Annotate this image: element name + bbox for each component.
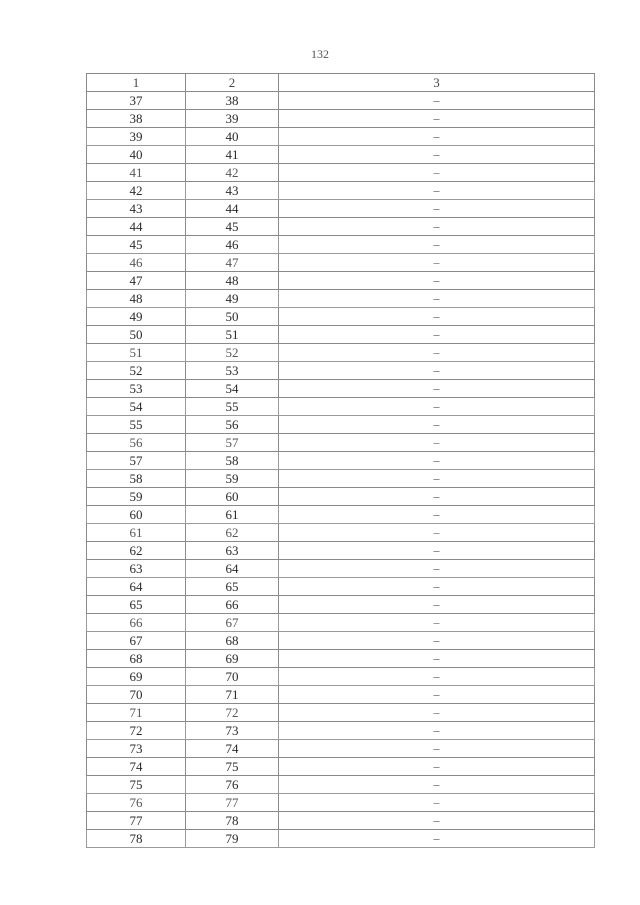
cell-col-1: 39	[87, 128, 186, 146]
cell-col-3: –	[279, 398, 595, 416]
table-row	[87, 308, 595, 326]
cell-col-2: 51	[186, 326, 279, 344]
cell-col-2: 48	[186, 272, 279, 290]
cell-col-3: –	[279, 470, 595, 488]
cell-col-3: –	[279, 344, 595, 362]
cell-col-3: –	[279, 290, 595, 308]
cell-col-3: –	[279, 308, 595, 326]
cell-col-3: –	[279, 560, 595, 578]
column-header-2: 2	[186, 74, 279, 92]
cell-col-2: 69	[186, 650, 279, 668]
table-row	[87, 650, 595, 668]
table-row	[87, 398, 595, 416]
table-row	[87, 236, 595, 254]
table-row	[87, 182, 595, 200]
table-row	[87, 758, 595, 776]
table-row	[87, 470, 595, 488]
cell-col-1: 64	[87, 578, 186, 596]
cell-col-1: 58	[87, 470, 186, 488]
cell-col-2: 76	[186, 776, 279, 794]
table-row	[87, 218, 595, 236]
cell-col-3: –	[279, 434, 595, 452]
table-row	[87, 704, 595, 722]
table-row	[87, 560, 595, 578]
cell-col-2: 52	[186, 344, 279, 362]
cell-col-1: 72	[87, 722, 186, 740]
table-body	[87, 92, 595, 848]
cell-col-1: 54	[87, 398, 186, 416]
table-row	[87, 434, 595, 452]
cell-col-1: 47	[87, 272, 186, 290]
cell-col-3: –	[279, 668, 595, 686]
cell-col-1: 68	[87, 650, 186, 668]
cell-col-3: –	[279, 218, 595, 236]
table-row	[87, 272, 595, 290]
table-row	[87, 830, 595, 848]
table-row	[87, 146, 595, 164]
cell-col-3: –	[279, 830, 595, 848]
cell-col-1: 76	[87, 794, 186, 812]
cell-col-3: –	[279, 146, 595, 164]
cell-col-2: 73	[186, 722, 279, 740]
cell-col-2: 46	[186, 236, 279, 254]
cell-col-1: 51	[87, 344, 186, 362]
cell-col-2: 56	[186, 416, 279, 434]
column-header-3: 3	[279, 74, 595, 92]
cell-col-3: –	[279, 794, 595, 812]
table-row	[87, 542, 595, 560]
cell-col-2: 70	[186, 668, 279, 686]
cell-col-2: 55	[186, 398, 279, 416]
table-row	[87, 128, 595, 146]
cell-col-3: –	[279, 614, 595, 632]
table-row	[87, 632, 595, 650]
cell-col-3: –	[279, 722, 595, 740]
cell-col-3: –	[279, 362, 595, 380]
cell-col-3: –	[279, 740, 595, 758]
cell-col-2: 44	[186, 200, 279, 218]
cell-col-1: 50	[87, 326, 186, 344]
cell-col-3: –	[279, 92, 595, 110]
table-row	[87, 614, 595, 632]
cell-col-1: 65	[87, 596, 186, 614]
cell-col-3: –	[279, 506, 595, 524]
cell-col-3: –	[279, 452, 595, 470]
table-row	[87, 110, 595, 128]
table-row	[87, 578, 595, 596]
cell-col-2: 54	[186, 380, 279, 398]
cell-col-2: 77	[186, 794, 279, 812]
cell-col-2: 57	[186, 434, 279, 452]
table-row	[87, 416, 595, 434]
cell-col-2: 61	[186, 506, 279, 524]
cell-col-3: –	[279, 110, 595, 128]
cell-col-1: 71	[87, 704, 186, 722]
cell-col-3: –	[279, 326, 595, 344]
table-row	[87, 254, 595, 272]
cell-col-3: –	[279, 272, 595, 290]
cell-col-3: –	[279, 488, 595, 506]
cell-col-2: 49	[186, 290, 279, 308]
cell-col-3: –	[279, 758, 595, 776]
cell-col-1: 73	[87, 740, 186, 758]
cell-col-1: 55	[87, 416, 186, 434]
table-row	[87, 164, 595, 182]
table-row	[87, 722, 595, 740]
table-row	[87, 524, 595, 542]
cell-col-2: 78	[186, 812, 279, 830]
cell-col-3: –	[279, 380, 595, 398]
cell-col-1: 61	[87, 524, 186, 542]
cell-col-2: 47	[186, 254, 279, 272]
cell-col-2: 58	[186, 452, 279, 470]
cell-col-3: –	[279, 542, 595, 560]
cell-col-1: 74	[87, 758, 186, 776]
cell-col-1: 52	[87, 362, 186, 380]
cell-col-1: 40	[87, 146, 186, 164]
table-row	[87, 668, 595, 686]
cell-col-3: –	[279, 524, 595, 542]
cell-col-2: 74	[186, 740, 279, 758]
cell-col-3: –	[279, 812, 595, 830]
column-header-1: 1	[87, 74, 186, 92]
cell-col-3: –	[279, 164, 595, 182]
cell-col-2: 53	[186, 362, 279, 380]
cell-col-2: 65	[186, 578, 279, 596]
cell-col-1: 48	[87, 290, 186, 308]
cell-col-1: 62	[87, 542, 186, 560]
cell-col-1: 38	[87, 110, 186, 128]
cell-col-2: 67	[186, 614, 279, 632]
cell-col-3: –	[279, 200, 595, 218]
cell-col-2: 50	[186, 308, 279, 326]
cell-col-1: 63	[87, 560, 186, 578]
cell-col-1: 49	[87, 308, 186, 326]
table-row	[87, 362, 595, 380]
table-row	[87, 200, 595, 218]
cell-col-2: 62	[186, 524, 279, 542]
table-row	[87, 596, 595, 614]
cell-col-3: –	[279, 128, 595, 146]
cell-col-2: 72	[186, 704, 279, 722]
table-row	[87, 380, 595, 398]
cell-col-3: –	[279, 416, 595, 434]
table-row	[87, 506, 595, 524]
table-row	[87, 452, 595, 470]
cell-col-1: 41	[87, 164, 186, 182]
cell-col-2: 75	[186, 758, 279, 776]
cell-col-3: –	[279, 182, 595, 200]
cell-col-1: 66	[87, 614, 186, 632]
table-row	[87, 488, 595, 506]
table-row	[87, 326, 595, 344]
cell-col-2: 39	[186, 110, 279, 128]
cell-col-2: 43	[186, 182, 279, 200]
cell-col-2: 71	[186, 686, 279, 704]
cell-col-2: 64	[186, 560, 279, 578]
cell-col-2: 60	[186, 488, 279, 506]
cell-col-3: –	[279, 650, 595, 668]
cell-col-1: 45	[87, 236, 186, 254]
table-row	[87, 686, 595, 704]
cell-col-1: 77	[87, 812, 186, 830]
cell-col-2: 59	[186, 470, 279, 488]
table-row	[87, 92, 595, 110]
cell-col-3: –	[279, 236, 595, 254]
cell-col-2: 42	[186, 164, 279, 182]
cell-col-3: –	[279, 704, 595, 722]
data-table	[86, 73, 595, 848]
cell-col-2: 63	[186, 542, 279, 560]
cell-col-1: 60	[87, 506, 186, 524]
page-number: 132	[311, 47, 329, 61]
cell-col-2: 40	[186, 128, 279, 146]
cell-col-1: 70	[87, 686, 186, 704]
cell-col-1: 57	[87, 452, 186, 470]
cell-col-1: 42	[87, 182, 186, 200]
cell-col-1: 56	[87, 434, 186, 452]
cell-col-2: 38	[186, 92, 279, 110]
cell-col-3: –	[279, 254, 595, 272]
cell-col-2: 41	[186, 146, 279, 164]
cell-col-1: 37	[87, 92, 186, 110]
cell-col-1: 69	[87, 668, 186, 686]
cell-col-2: 79	[186, 830, 279, 848]
cell-col-1: 78	[87, 830, 186, 848]
table-row	[87, 794, 595, 812]
cell-col-1: 75	[87, 776, 186, 794]
table-row	[87, 740, 595, 758]
cell-col-1: 59	[87, 488, 186, 506]
cell-col-3: –	[279, 632, 595, 650]
cell-col-1: 67	[87, 632, 186, 650]
cell-col-2: 66	[186, 596, 279, 614]
cell-col-2: 45	[186, 218, 279, 236]
table-row	[87, 290, 595, 308]
cell-col-1: 43	[87, 200, 186, 218]
table-row	[87, 776, 595, 794]
cell-col-3: –	[279, 686, 595, 704]
cell-col-3: –	[279, 776, 595, 794]
table-header-row	[87, 74, 595, 92]
table-row	[87, 344, 595, 362]
cell-col-1: 53	[87, 380, 186, 398]
cell-col-3: –	[279, 596, 595, 614]
cell-col-3: –	[279, 578, 595, 596]
cell-col-1: 44	[87, 218, 186, 236]
cell-col-1: 46	[87, 254, 186, 272]
table-row	[87, 812, 595, 830]
cell-col-2: 68	[186, 632, 279, 650]
